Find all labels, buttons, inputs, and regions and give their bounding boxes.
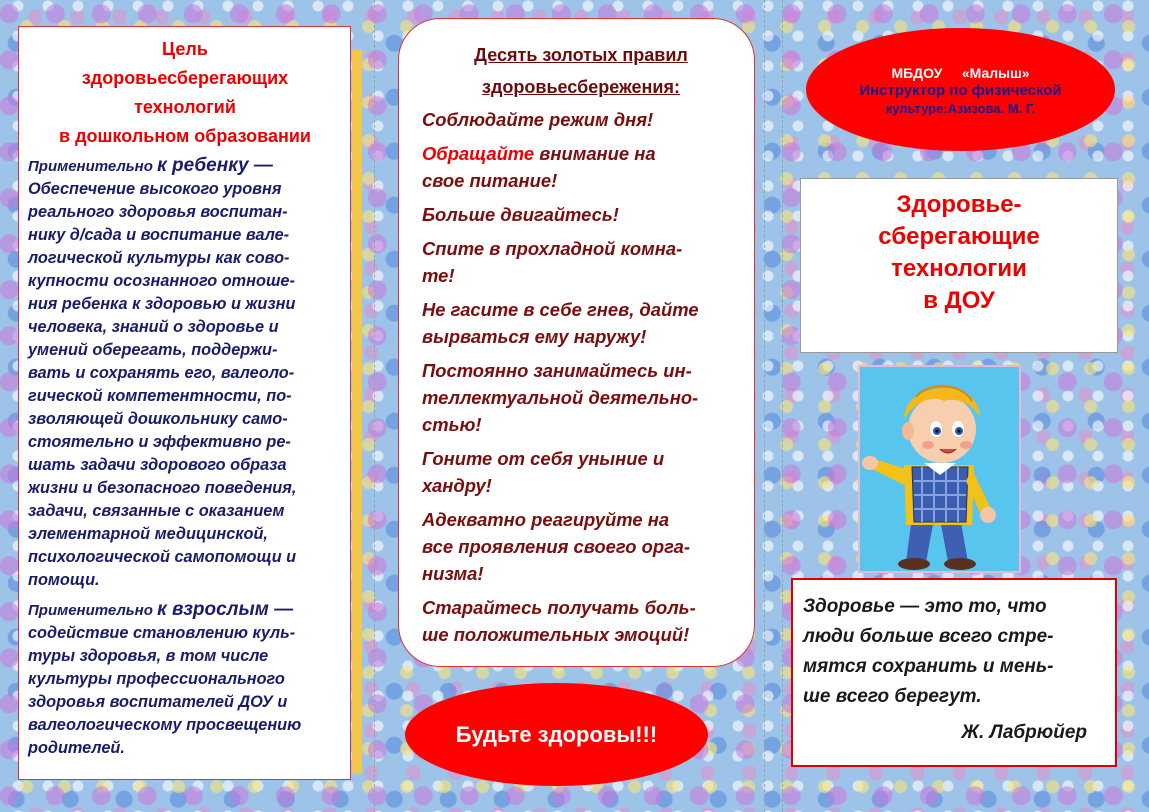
brochure-title	[800, 178, 1118, 353]
rule-line: стью!	[422, 414, 482, 435]
child-target: к ребенку —	[157, 155, 273, 176]
title-line: Здоровье-	[896, 191, 1022, 218]
rule-line: Постоянно занимайтесь ин-	[422, 360, 692, 381]
rule-line: ше положительных эмоций!	[422, 624, 690, 645]
farewell-text: Будьте здоровы!!!	[455, 721, 658, 747]
goal-title-line: технологий	[134, 97, 236, 117]
boy-drawing	[860, 367, 1019, 571]
rule-item	[422, 201, 740, 228]
rule-item	[422, 357, 740, 438]
rules-panel	[398, 18, 755, 667]
quote-box	[791, 578, 1117, 767]
rules-title-line: Десять золотых правил	[474, 45, 688, 65]
rule-line	[422, 140, 740, 167]
adult-line: туры здоровья, в том числе	[28, 647, 269, 665]
rule-line: Спите в прохладной комна-	[422, 238, 683, 259]
child-line: купности осознанного отноше-	[28, 272, 295, 290]
fold-line-1	[374, 0, 375, 812]
quote-line: ше всего берегут.	[803, 686, 982, 707]
child-line: жизни и безопасного поведения,	[28, 479, 297, 497]
child-line: гической компетентности, по-	[28, 387, 292, 405]
rule-line: Не гасите в себе гнев, дайте	[422, 299, 699, 320]
org-person: культуре:Азизова. М. Г.	[885, 101, 1036, 116]
quote-line: люди больше всего стре-	[803, 626, 1054, 647]
rule-line: теллектуальной деятельно-	[422, 387, 699, 408]
child-line: умений оберегать, поддержи-	[28, 341, 278, 359]
rule-item	[422, 594, 740, 648]
adult-prefix: Применительно	[28, 602, 153, 619]
fold-line-3	[782, 0, 783, 812]
fold-line-2	[764, 0, 765, 812]
child-line: задачи, связанные с оказанием	[28, 502, 285, 520]
rule-line: свое питание!	[422, 170, 558, 191]
quote-line: мятся сохранить и мень-	[803, 656, 1054, 677]
rule-line: Больше двигайтесь!	[422, 204, 619, 225]
rule-line: Адекватно реагируйте на	[422, 509, 670, 530]
child-line: Обеспечение высокого уровня	[28, 180, 282, 198]
child-line: человека, знаний о здоровье и	[28, 318, 279, 336]
title-line: в ДОУ	[923, 287, 995, 314]
child-paragraph	[28, 178, 342, 592]
child-line: вать и сохранять его, валеоло-	[28, 364, 295, 382]
child-line: реального здоровья воспитан-	[28, 203, 288, 221]
left-panel-shadow	[352, 50, 362, 774]
child-line: психологической самопомощи и	[28, 548, 297, 566]
adult-line: культуры профессионального	[28, 670, 285, 688]
adult-line: здоровья воспитателей ДОУ и	[28, 693, 288, 711]
cartoon-boy-illustration	[858, 365, 1021, 573]
title-line: сберегающие	[878, 223, 1040, 250]
org-name: МБДОУ «Малыш»	[891, 65, 1030, 81]
rule-line: хандру!	[422, 475, 492, 496]
rule-item	[422, 506, 740, 587]
child-line: зволяющей дошкольнику само-	[28, 410, 288, 428]
adult-heading	[28, 598, 342, 622]
child-line: помощи.	[28, 571, 100, 589]
farewell-oval	[405, 683, 708, 786]
adult-line: валеологическому просвещению	[28, 716, 302, 734]
rule-item	[422, 445, 740, 499]
rule-item	[422, 235, 740, 289]
title-line: технологии	[891, 255, 1027, 282]
goal-title-line: Цель	[162, 39, 208, 59]
rule-line: низма!	[422, 563, 484, 584]
rules-title	[422, 39, 740, 103]
child-line: элементарной медицинской,	[28, 525, 268, 543]
rule-line: Гоните от себя уныние и	[422, 448, 665, 469]
rule-line-rest: внимание на	[534, 143, 656, 164]
child-line: шать задачи здорового образа	[28, 456, 287, 474]
rules-title-line: здоровьесбережения:	[482, 77, 680, 97]
quote-author: Ж. Лабрюйер	[961, 722, 1087, 743]
child-line: ния ребенка к здоровью и жизни	[28, 295, 296, 313]
rule-line: Соблюдайте режим дня!	[422, 109, 654, 130]
adult-line: содействие становлению куль-	[28, 624, 296, 642]
adult-target: к взрослым —	[157, 599, 294, 620]
child-heading	[28, 154, 342, 178]
rule-item	[422, 106, 740, 133]
rule-line: все проявления своего орга-	[422, 536, 690, 557]
goal-panel	[18, 26, 351, 780]
child-line: нику д/сада и воспитание вале-	[28, 226, 290, 244]
adult-line: родителей.	[28, 739, 125, 757]
org-instructor: Инструктор по физической	[859, 82, 1062, 99]
rule-item	[422, 140, 740, 194]
goal-title	[28, 35, 342, 151]
rule-item	[422, 296, 740, 350]
child-prefix: Применительно	[28, 158, 153, 175]
rule-line: Старайтесь получать боль-	[422, 597, 696, 618]
child-line: стоятельно и эффективно ре-	[28, 433, 291, 451]
adult-paragraph	[28, 622, 342, 760]
goal-title-line: в дошкольном образовании	[59, 126, 311, 146]
organization-oval	[806, 28, 1115, 151]
rule-line: вырваться ему наружу!	[422, 326, 647, 347]
rule-accent-word: Обращайте	[422, 143, 535, 164]
goal-title-line: здоровьесберегающих	[81, 68, 289, 88]
quote-line: Здоровье — это то, что	[803, 596, 1047, 617]
rule-line: те!	[422, 265, 455, 286]
child-line: логической культуры как сово-	[28, 249, 290, 267]
